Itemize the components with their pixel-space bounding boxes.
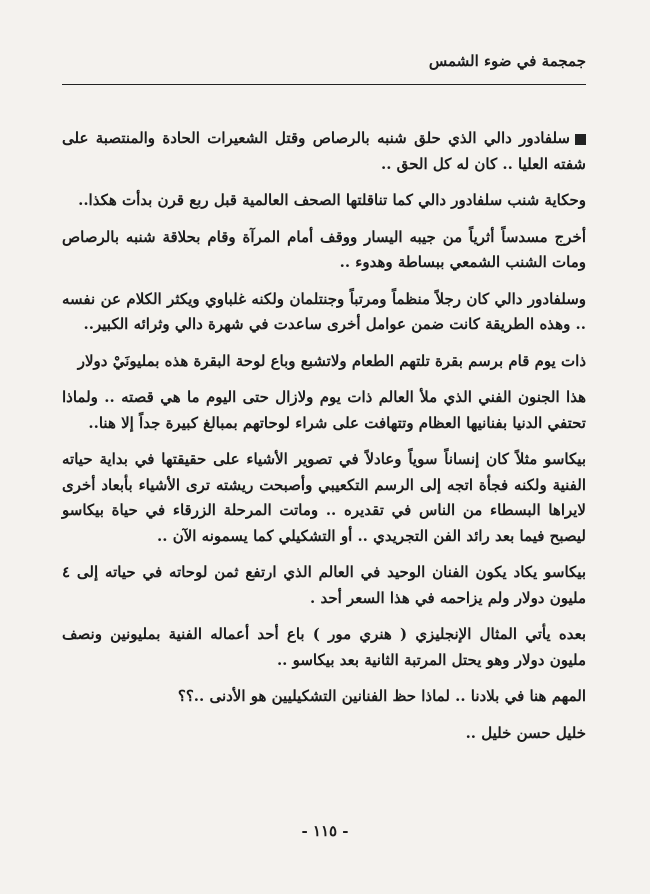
- paragraph: وسلفادور دالي كان رجلاً منظماً ومرتباً وجنتلمان ولكنه غلباوي ويكثر الكلام عن نفسه .. وهذه الطريقة كانت ضمن عوامل أخرى ساعدت في شهرة دالي وثرائه الكبير..: [62, 289, 586, 333]
- paragraph: أخرج مسدساً أثرياً من جيبه اليسار ووقف أمام المرآة وقام بحلاقة شنبه بالرصاص ومات الشنب الشمعي ببساطة وهدوء ..: [62, 227, 586, 271]
- paragraph: وحكاية شنب سلفادور دالي كما تناقلتها الصحف العالمية قبل ربع قرن بدأت هكذا..: [78, 191, 586, 209]
- paragraph: هذا الجنون الفني الذي ملأ العالم ذات يوم ولازال حتى اليوم ما هي قصته .. ولماذا تحتفي الدنيا بفنانيها العظام وتتهافت على شراء لوحاتهم بمبالغ كبيرة جداً إلا هنا..: [62, 388, 586, 432]
- paragraph: بيكاسو مثلاً كان إنساناً سوياً وعادلاً في تصوير الأشياء على حقيقتها في بداية حياته الفنية ولكنه فجأة اتجه إلى الرسم التكعيبي وأصبحت ريشته ترى الأشياء بأبعاد أخرى لايراها البسطاء من الناس في تقديره .. وماتت المرحلة الزرقاء في حياة بيكاسو ليصبح فيما بعد رائد الفن التجريدي .. أو التشكيلي كما يسمونه الآن ..: [62, 450, 586, 545]
- paragraph: ذات يوم قام برسم بقرة تلتهم الطعام ولاتشبع وباع لوحة البقرة هذه بمليونَيْ دولار: [77, 351, 586, 370]
- paragraph: المهم هنا في بلادنا .. لماذا حظ الفنانين التشكيليين هو الأدنى ..؟؟: [177, 687, 586, 705]
- square-bullet-icon: [575, 134, 586, 145]
- paragraph: بيكاسو يكاد يكون الفنان الوحيد في العالم الذي ارتفع ثمن لوحاته في حياته إلى ٤ مليون دولار ولم يزاحمه في هذا السعر أحد .: [62, 563, 586, 607]
- article-body: [62, 126, 586, 757]
- running-header: جمجمة في ضوء الشمس: [428, 52, 586, 70]
- author-signature: خليل حسن خليل ..: [465, 723, 586, 742]
- page-number: - ١١٥ -: [301, 822, 349, 840]
- paragraph: بعده يأتي المثال الإنجليزي ( هنري مور ) باع أحد أعماله الفنية بمليونين ونصف مليون دولار وهو يحتل المرتبة الثانية بعد بيكاسو ..: [62, 625, 586, 669]
- header-rule: [62, 84, 586, 85]
- paragraph: سلفادور دالي الذي حلق شنبه بالرصاص وقتل الشعيرات الحادة والمنتصبة على شفته العليا .. كان له كل الحق ..: [62, 129, 586, 173]
